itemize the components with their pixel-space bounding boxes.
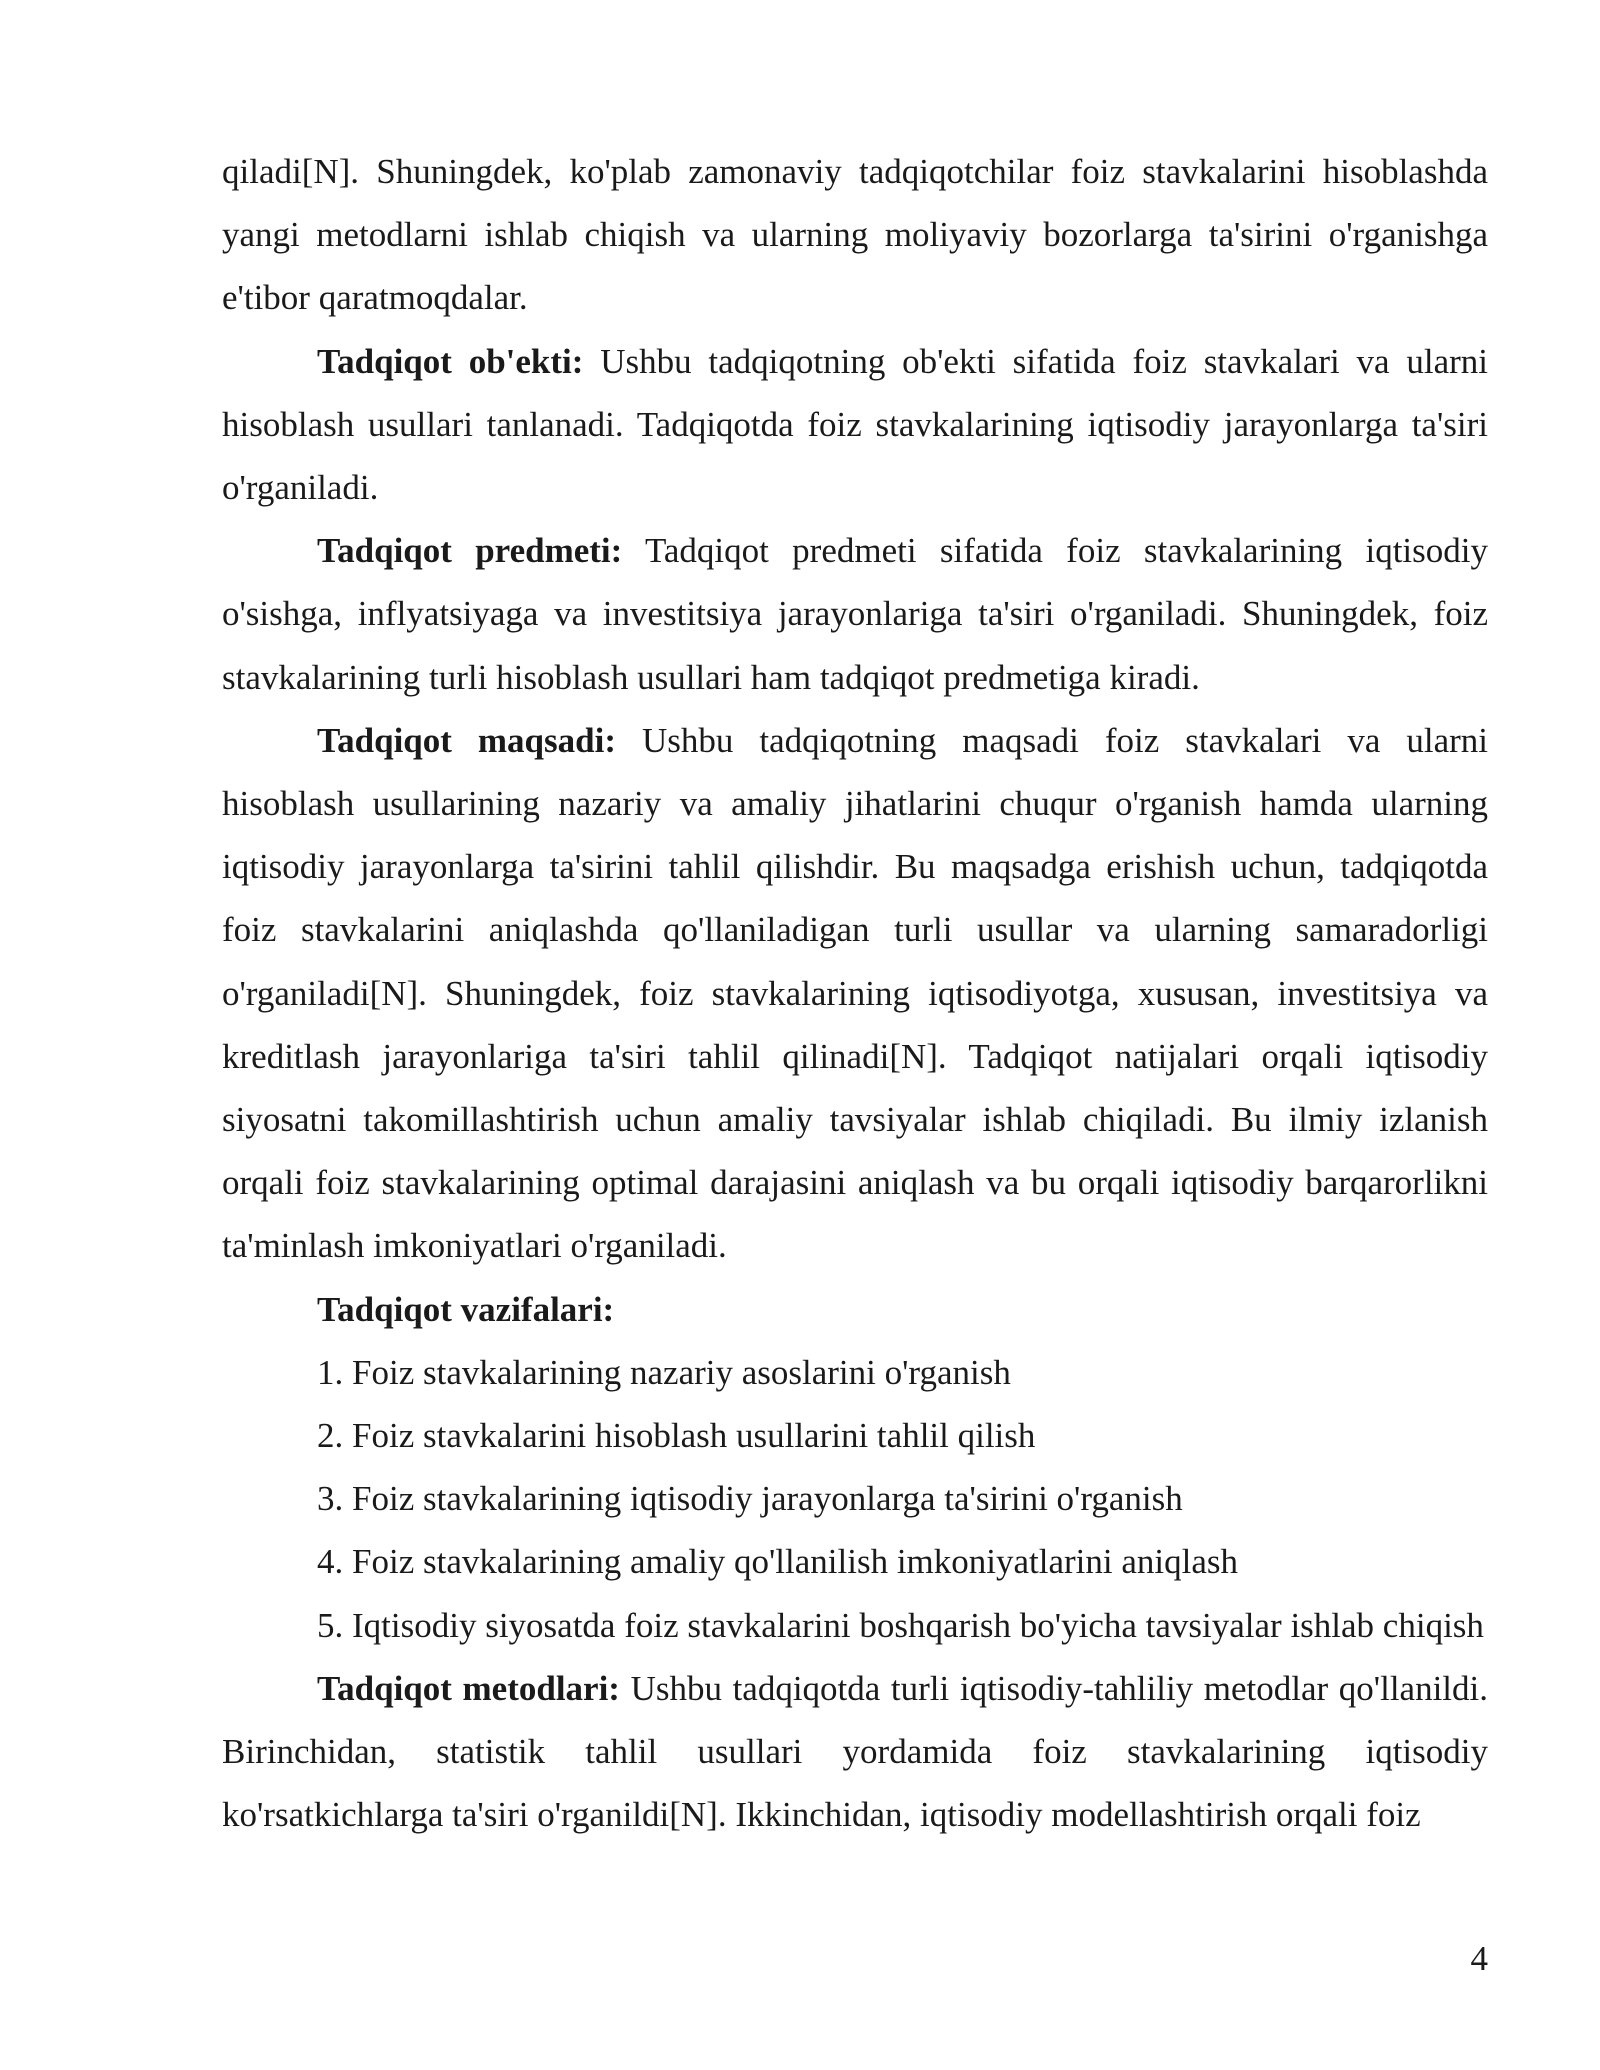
object-paragraph xyxy=(222,330,1488,520)
task-item-2: 2. Foiz stavkalarini hisoblash usullarini tahlil qilish xyxy=(317,1416,1036,1456)
goal-paragraph xyxy=(222,709,1488,1278)
methods-term: Tadqiqot metodlari: xyxy=(317,1668,620,1708)
task-item-4: 4. Foiz stavkalarining amaliy qo'llanilish imkoniyatlarini aniqlash xyxy=(317,1542,1239,1582)
document-page xyxy=(222,140,1488,1846)
methods-paragraph xyxy=(222,1657,1488,1847)
object-term: Tadqiqot ob'ekti: xyxy=(317,341,584,381)
goal-text: Ushbu tadqiqotning maqsadi foiz stavkalari va ularni hisoblash usullarining nazariy va amaliy jihatlarini chuqur o'rganish hamda ularning iqtisodiy jarayonlarga ta'sirini tahlil qilishdir. Bu maqsadga erishish uchun, tadqiqotda foiz stavkalarini aniqlashda qo'llaniladigan turli usullar va ularning samaradorligi o'rganiladi[N]. Shuningdek, foiz stavkalarining iqtisodiyotga, xususan, investitsiya va kreditlash jarayonlariga ta'siri tahlil qilinadi[N]. Tadqiqot natijalari orqali iqtisodiy siyosatni takomillashtirish uchun amaliy tavsiyalar ishlab chiqiladi. Bu ilmiy izlanish orqali foiz stavkalarining optimal darajasini aniqlash va bu orqali iqtisodiy barqarorlikni ta'minlash imkoniyatlari o'rganiladi. xyxy=(222,720,1488,1266)
subject-term: Tadqiqot predmeti: xyxy=(317,531,623,571)
task-item-5: 5. Iqtisodiy siyosatda foiz stavkalarini boshqarish bo'yicha tavsiyalar ishlab chiqish xyxy=(317,1605,1484,1645)
goal-term: Tadqiqot maqsadi: xyxy=(317,720,616,760)
task-item-3: 3. Foiz stavkalarining iqtisodiy jarayonlarga ta'sirini o'rganish xyxy=(317,1479,1183,1519)
intro-paragraph: qiladi[N]. Shuningdek, ko'plab zamonaviy tadqiqotchilar foiz stavkalarini hisoblashda yangi metodlarni ishlab chiqish va ularning moliyaviy bozorlarga ta'sirini o'rganishga e'tibor qaratmoqdalar. xyxy=(222,152,1488,318)
tasks-list xyxy=(222,1341,1488,1657)
tasks-heading: Tadqiqot vazifalari: xyxy=(317,1289,615,1329)
methods-text: Ushbu tadqiqotda turli iqtisodiy-tahliliy metodlar qo'llanildi. Birinchidan, statistik tahlil usullari yordamida foiz stavkalarining iqtisodiy ko'rsatkichlarga ta'siri o'rganildi[N]. Ikkinchidan, iqtisodiy modellashtirish orqali foiz xyxy=(222,1668,1489,1835)
object-text: Ushbu tadqiqotning ob'ekti sifatida foiz stavkalari va ularni hisoblash usullari tanlanadi. Tadqiqotda foiz stavkalarining iqtisodiy jarayonlarga ta'siri o'rganiladi. xyxy=(222,341,1488,508)
task-item-1: 1. Foiz stavkalarining nazariy asoslarini o'rganish xyxy=(317,1352,1011,1392)
page-number: 4 xyxy=(1470,1939,1488,1978)
subject-text: Tadqiqot predmeti sifatida foiz stavkalarining iqtisodiy o'sishga, inflyatsiyaga va investitsiya jarayonlariga ta'siri o'rganiladi. Shuningdek, foiz stavkalarining turli hisoblash usullari ham tadqiqot predmetiga kiradi. xyxy=(222,531,1488,697)
subject-paragraph xyxy=(222,519,1488,709)
